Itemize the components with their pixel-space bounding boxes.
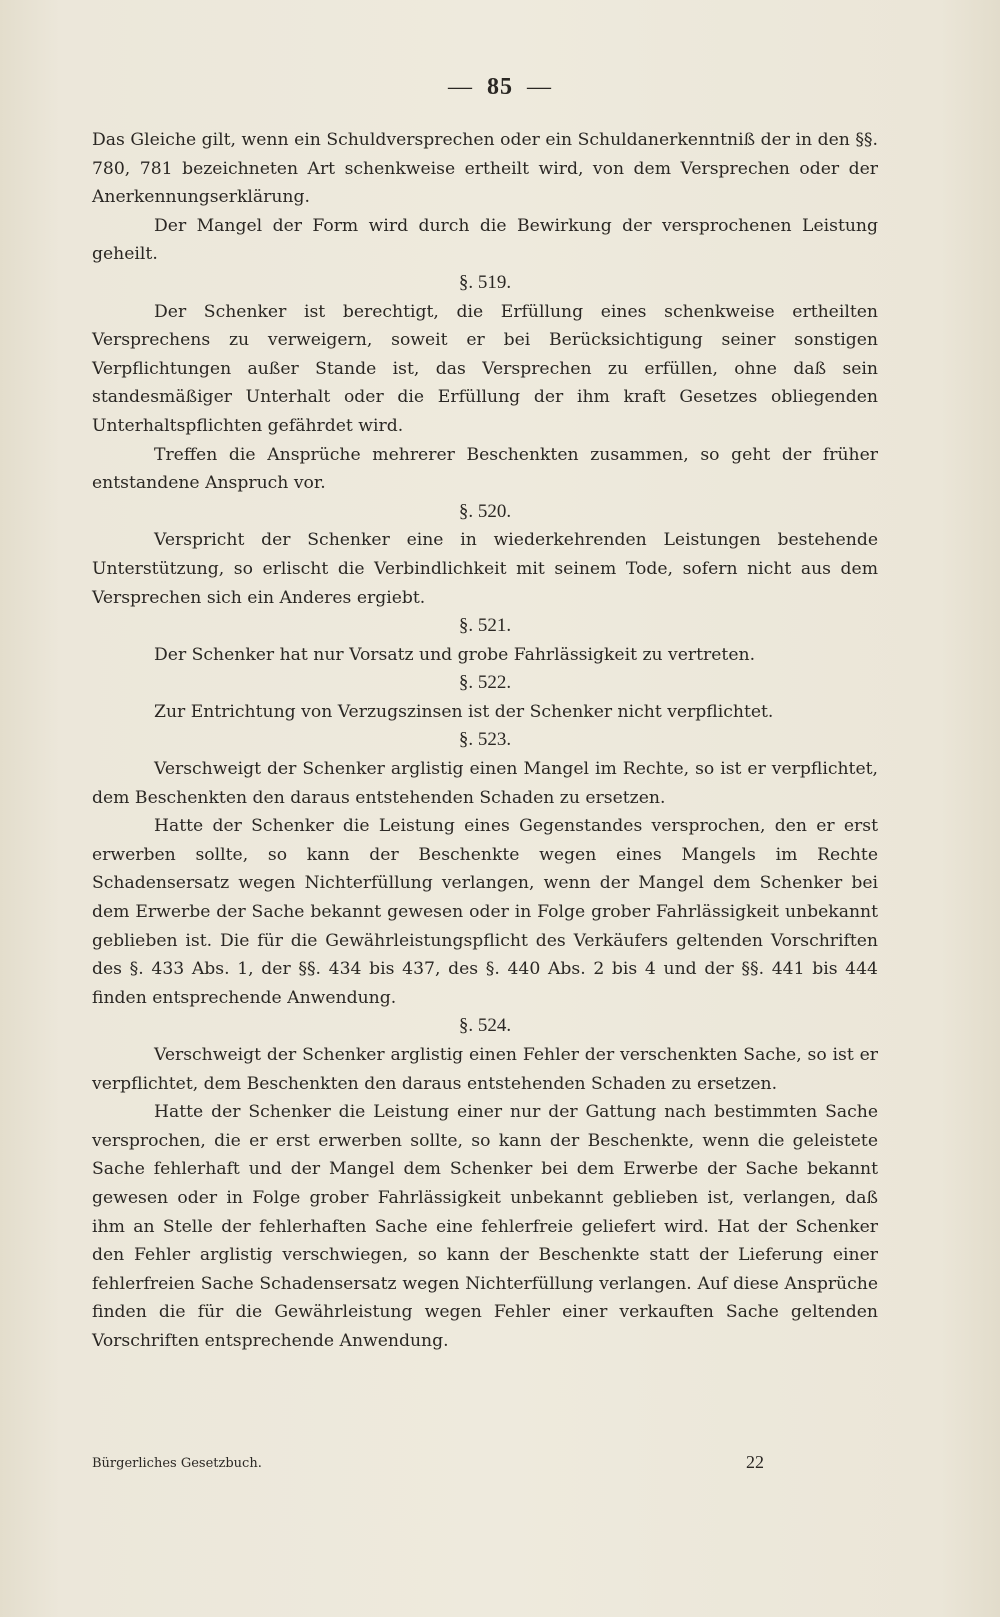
paragraph: Verschweigt der Schenker arglistig einen Mangel im Rechte, so ist er verpflichtet, dem Beschenkten den daraus entstehenden Schaden zu ersetzen.	[92, 759, 878, 808]
paragraph: Hatte der Schenker die Leistung eines Gegenstandes versprochen, den er erst erwerben sollte, so kann der Beschenkte wegen eines Mangels im Rechte Schadensersatz wegen Nichterfüllung verlangen, wenn der Mangel dem Schenker bei dem Erwerbe der Sache bekannt gewesen oder in Folge grober Fahrlässigkeit unbekannt geblieben ist. Die für die Gewährleistungspflicht des Verkäufers geltenden Vorschriften des §. 433 Abs. 1, der §§. 434 bis 437, des §. 440 Abs. 2 bis 4 und der §§. 441 bis 444 finden entsprechende Anwendung.	[92, 816, 878, 1008]
paragraph: Treffen die Ansprüche mehrerer Beschenkten zusammen, so geht der früher entstandene Anspruch vor.	[92, 444, 878, 494]
paragraph: Zur Entrichtung von Verzugszinsen ist der Schenker nicht verpflichtet.	[154, 701, 774, 722]
header-dash-left: —	[448, 74, 473, 100]
paragraph: Verspricht der Schenker eine in wiederkehrenden Leistungen bestehende Unterstützung, so erlischt die Verbindlichkeit mit seinem Tode, sofern nicht aus dem Versprechen sich ein Anderes ergiebt.	[92, 530, 878, 608]
paragraph: Der Schenker hat nur Vorsatz und grobe Fahrlässigkeit zu vertreten.	[154, 644, 756, 665]
paragraph: Das Gleiche gilt, wenn ein Schuldversprechen oder ein Schuldanerkenntniß der in den §§. 780, 781 bezeichneten Art schenkweise ertheilt wird, von dem Versprechen oder der Anerkennungserklärung.	[92, 130, 878, 208]
page-header	[0, 74, 1000, 101]
section-heading: §. 522.	[458, 672, 512, 694]
section-heading: §. 519.	[458, 271, 512, 293]
section-heading: §. 521.	[458, 615, 512, 637]
paragraph: Der Schenker ist berechtigt, die Erfüllung eines schenkweise ertheilten Versprechens zu verweigern, soweit er bei Berücksichtigung seiner sonstigen Verpflichtungen außer Stande ist, das Versprechen zu erfüllen, ohne daß sein standesmäßiger Unterhalt oder die Erfüllung der ihm kraft Gesetzes obliegenden Unterhaltspflichten gefährdet wird.	[92, 301, 878, 436]
paragraph: Der Mangel der Form wird durch die Bewirkung der versprochenen Leistung geheilt.	[92, 215, 878, 265]
page-number: 85	[487, 74, 513, 100]
section-heading: §. 520.	[458, 500, 512, 522]
section-heading: §. 523.	[458, 729, 512, 751]
footer-title: Bürgerliches Gesetzbuch.	[92, 1456, 262, 1471]
page-body	[92, 126, 878, 1356]
section-heading: §. 524.	[458, 1015, 512, 1037]
signature-mark: 22	[746, 1452, 764, 1472]
paragraph: Hatte der Schenker die Leistung einer nur der Gattung nach bestimmten Sache versprochen, die er erst erwerben sollte, so kann der Beschenkte, wenn die geleistete Sache fehlerhaft und der Mangel dem Schenker bei dem Erwerbe der Sache bekannt gewesen oder in Folge grober Fahrlässigkeit unbekannt geblieben ist, verlangen, daß ihm an Stelle der fehlerhaften Sache eine fehlerfreie geliefert wird. Hat der Schenker den Fehler arglistig verschwiegen, so kann der Beschenkte statt der Lieferung einer fehlerfreien Sache Schadensersatz wegen Nichterfüllung verlangen. Auf diese Ansprüche finden die für die Gewährleistung wegen Fehler einer verkauften Sache geltenden Vorschriften entsprechende Anwendung.	[92, 1102, 878, 1351]
paragraph: Verschweigt der Schenker arglistig einen Fehler der verschenkten Sache, so ist er verpflichtet, dem Beschenkten den daraus entstehenden Schaden zu ersetzen.	[92, 1045, 878, 1094]
header-dash-right: —	[527, 74, 552, 100]
